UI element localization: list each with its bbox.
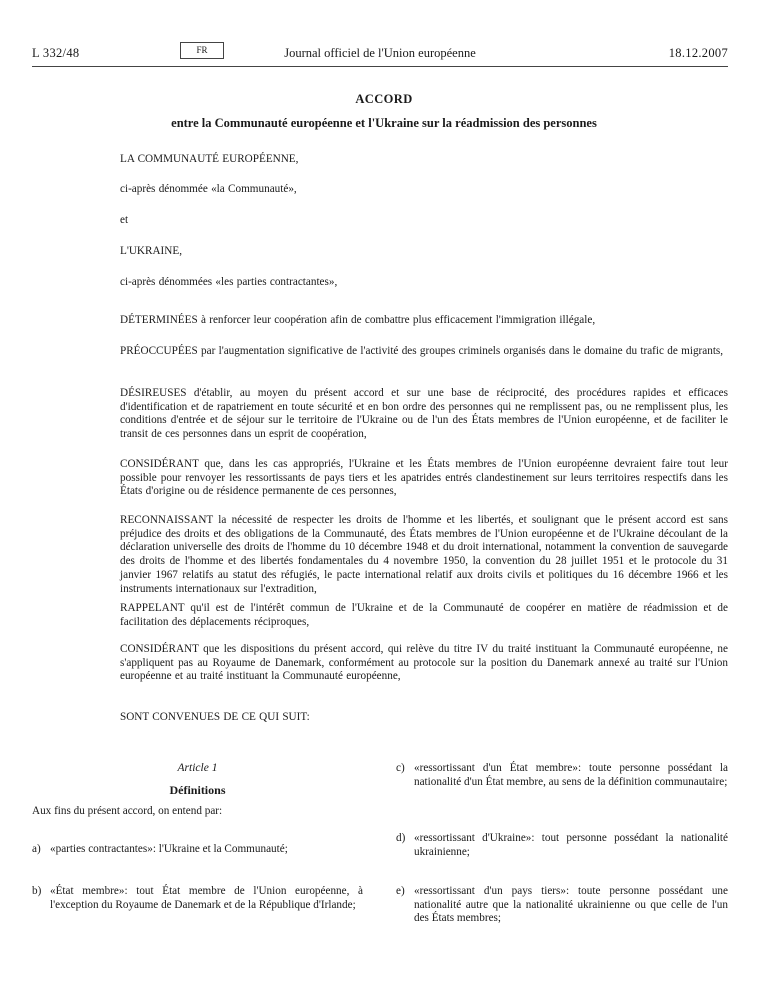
preamble-paragraph: SONT CONVENUES DE CE QUI SUIT:	[120, 711, 310, 723]
page-header	[32, 44, 728, 67]
preamble-paragraph: LA COMMUNAUTÉ EUROPÉENNE,	[120, 153, 299, 165]
definition-text: «ressortissant d'Ukraine»: tout personne possédant la nationalité ukrainienne;	[414, 832, 728, 858]
definition-label: c)	[396, 762, 405, 774]
definition-text: «ressortissant d'un État membre»: toute personne possédant la nationalité d'un État membre, au sens de la définition communautaire;	[414, 762, 728, 788]
definition-label: d)	[396, 832, 406, 844]
preamble-paragraph: CONSIDÉRANT que les dispositions du présent accord, qui relève du titre IV du traité instituant la Communauté européenne, ne s'appliquent pas au Royaume de Danemark, conformément au protocole sur la position du Danemark annexé au traité sur l'Union européenne et au traité instituant la Communauté européenne,	[120, 643, 728, 683]
journal-title: Journal officiel de l'Union européenne	[284, 46, 476, 60]
definition-item	[32, 843, 363, 857]
definition-text: «parties contractantes»: l'Ukraine et la Communauté;	[50, 843, 288, 855]
article-number: Article 1	[177, 762, 218, 774]
preamble-paragraph: PRÉOCCUPÉES par l'augmentation significative de l'activité des groupes criminels organisés dans le domaine du trafic de migrants,	[120, 345, 724, 357]
preamble-paragraph: RECONNAISSANT la nécessité de respecter les droits de l'homme et les libertés, et soulignant que le présent accord est sans préjudice des droits et des obligations de la Communauté, des États membres de l'Union européenne et de l'Ukraine découlant de la déclaration universelle des droits de l'homme du 10 décembre 1948 et du droit international, notamment la convention de sauvegarde des droits de l'homme et des libertés fondamentales du 4 novembre 1950, la convention du 28 juillet 1951 et le protocole du 31 janvier 1967 relatifs au statut des réfugiés, le pacte international relatif aux droits civils et politiques du 16 décembre 1966 et les instruments internationaux sur l'extradition,	[120, 514, 728, 595]
document-subtitle: entre la Communauté européenne et l'Ukraine sur la réadmission des personnes	[171, 116, 597, 130]
definition-item	[396, 885, 728, 926]
definition-item	[396, 832, 728, 859]
publication-date: 18.12.2007	[668, 46, 728, 60]
definition-label: b)	[32, 885, 42, 897]
preamble-paragraph: ci-après dénommée «la Communauté»,	[120, 183, 297, 195]
preamble-paragraph: RAPPELANT qu'il est de l'intérêt commun de l'Ukraine et de la Communauté de coopérer en matière de réadmission et de facilitation des déplacements réciproques,	[120, 602, 728, 628]
preamble-paragraph: DÉSIREUSES d'établir, au moyen du présent accord et sur une base de réciprocité, des procédures rapides et efficaces d'identification et de rapatriement en toute sécurité et en bon ordre des personnes qui ne remplissent pas, ou ne remplissent plus, les conditions d'entrée et de séjour sur le territoire de l'Ukraine ou de l'un des États membres de l'Union européenne, et de faciliter le transit de ces personnes dans un esprit de coopération,	[120, 387, 728, 441]
preamble-paragraph: et	[120, 214, 129, 226]
definition-text: «État membre»: tout État membre de l'Union européenne, à l'exception du Royaume de Danemark et de la République d'Irlande;	[50, 885, 363, 911]
definition-item	[32, 885, 363, 912]
definition-item	[396, 762, 728, 789]
document-title: ACCORD	[355, 92, 413, 106]
preamble-paragraph: DÉTERMINÉES à renforcer leur coopération afin de combattre plus efficacement l'immigration illégale,	[120, 314, 596, 326]
article-heading: Définitions	[169, 783, 226, 797]
definition-label: e)	[396, 885, 405, 897]
article-intro: Aux fins du présent accord, on entend par:	[32, 805, 223, 817]
definition-text: «ressortissant d'un pays tiers»: toute personne possédant une nationalité autre que la nationalité ukrainienne ou que celle de l'un des États membres;	[414, 885, 728, 925]
preamble-paragraph: CONSIDÉRANT que, dans les cas appropriés, l'Ukraine et les États membres de l'Union européenne devraient faire tout leur possible pour renvoyer les ressortissants de pays tiers et les apatrides entrés clandestinement sur leurs territoires respectifs dans les États d'origine ou de résidence permanente de ces personnes,	[120, 458, 728, 498]
page-reference: L 332/48	[32, 46, 80, 60]
preamble-paragraph: L'UKRAINE,	[120, 245, 182, 257]
language-badge: FR	[180, 42, 224, 59]
preamble-paragraph: ci-après dénommées «les parties contractantes»,	[120, 276, 338, 288]
definition-label: a)	[32, 843, 41, 855]
